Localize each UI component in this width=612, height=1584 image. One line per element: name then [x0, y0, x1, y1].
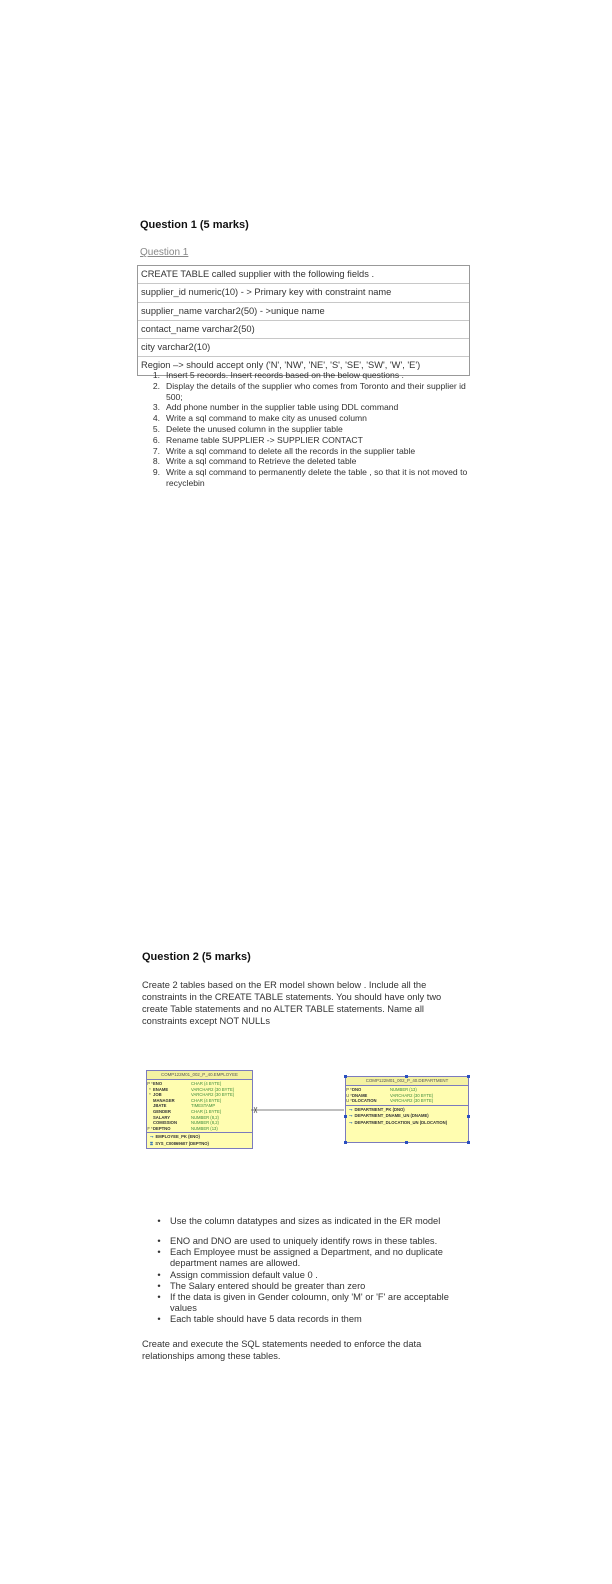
selection-handle[interactable] — [344, 1115, 347, 1118]
entity-title: COMP122M01_002_P_40.EMPLOYEE — [147, 1071, 252, 1080]
step-number: 1. — [152, 370, 160, 380]
box-row: supplier_id numeric(10) - > Primary key with constraint name — [138, 284, 469, 302]
entity-column: F * DEPTNO NUMBER (13) — [147, 1125, 218, 1131]
step-item — [138, 446, 472, 457]
step-number: 3. — [152, 402, 160, 413]
key-item: ⊸ DEPARTMENT_PK (DNO) — [349, 1106, 405, 1112]
step-text: Display the details of the supplier who comes from Toronto and their supplier id 500; — [166, 380, 466, 402]
box-row: Region –> should accept only ('N', 'NW', 'NE', 'S', 'SE', 'SW', 'W', 'E') — [141, 360, 421, 371]
step-text: Delete the unused column in the supplier table — [166, 423, 343, 434]
question-2-bullets-b — [148, 1236, 470, 1326]
entity-keys — [147, 1133, 252, 1148]
step-text: Insert 5 records. Insert records based on the below questions . — [166, 370, 404, 380]
step-text: Write a sql command to make city as unused column — [166, 413, 367, 424]
step-item — [138, 456, 472, 467]
selection-handle[interactable] — [405, 1075, 408, 1078]
entity-column: SALARY NUMBER (8,2) — [153, 1114, 219, 1120]
bullet-item: • Assign commission default value 0 . — [148, 1270, 470, 1281]
entity-column: GENDER CHAR (1 BYTE) — [153, 1108, 222, 1114]
question-2-bullets-a — [148, 1216, 470, 1227]
bullet-item: • The Salary entered should be greater than zero — [148, 1281, 470, 1292]
entity-column: COMISSION NUMBER (8,2) — [153, 1120, 219, 1126]
selection-handle[interactable] — [344, 1141, 347, 1144]
step-text: Add phone number in the supplier table using DDL command — [166, 402, 399, 413]
foreign-key-icon: ⚿ — [150, 1140, 154, 1146]
step-number: 4. — [152, 413, 160, 424]
step-number: 2. — [152, 380, 160, 391]
step-item — [138, 413, 472, 424]
box-row: CREATE TABLE called supplier with the following fields . — [138, 266, 469, 284]
step-text: Write a sql command to delete all the records in the supplier table — [166, 445, 416, 456]
selection-handle[interactable] — [467, 1075, 470, 1078]
bullet-item: • Each Employee must be assigned a Department, and no duplicate department names are allowed. — [148, 1247, 470, 1269]
entity-column: P * DNO NUMBER (13) — [346, 1087, 417, 1092]
key-item: ⚿ SYS_C00869607 (DEPTNO) — [150, 1140, 209, 1146]
entity-keys — [346, 1106, 468, 1142]
unique-key-icon: ⊸ — [349, 1113, 353, 1119]
bullet-icon: • — [157, 1269, 161, 1280]
selection-handle[interactable] — [405, 1141, 408, 1144]
unique-key-icon: ⊸ — [349, 1119, 353, 1125]
box-row: supplier_name varchar2(50) - >unique name — [138, 303, 469, 321]
entity-title: COMP122M01_002_P_40.DEPARTMENT — [346, 1077, 468, 1086]
step-item — [138, 435, 472, 446]
step-text: Rename table SUPPLIER -> SUPPLIER CONTACT — [166, 434, 363, 445]
box-row: contact_name varchar2(50) — [138, 321, 469, 339]
step-item — [138, 370, 472, 381]
step-item — [138, 402, 472, 413]
question-2-title: Question 2 (5 marks) — [142, 951, 251, 963]
step-item — [138, 381, 472, 403]
bullet-icon: • — [157, 1216, 161, 1226]
step-number: 7. — [152, 445, 160, 456]
key-item: ⊸ DEPARTMENT_DLOCATION_UN (DLOCATION) — [349, 1119, 448, 1125]
bullet-icon: • — [157, 1314, 161, 1325]
entity-column: U * DLOCATION VARCHAR2 (30 BYTE) — [346, 1098, 434, 1104]
department-entity — [345, 1076, 469, 1143]
bullet-item: • ENO and DNO are used to uniquely identify rows in these tables. — [148, 1236, 470, 1247]
question-1-steps — [138, 370, 472, 489]
employee-entity — [146, 1070, 253, 1149]
key-item: ⊸ EMPLOYEE_PK (ENO) — [150, 1134, 200, 1140]
selection-handle[interactable] — [344, 1075, 347, 1078]
question-2-intro: Create 2 tables based on the ER model shown below . Include all the constraints in the CREATE TABLE statements. You should have only two create Table statements and no ALTER TABLE statements. Name all constraints except NOT NULLs — [142, 980, 442, 1026]
entity-columns — [147, 1080, 252, 1133]
question-2-closing: Create and execute the SQL statements needed to enforce the data relationships among these tables. — [142, 1339, 422, 1361]
step-text: Write a sql command to Retrieve the deleted table — [166, 456, 357, 467]
entity-column: MANAGER CHAR (4 BYTE) — [153, 1097, 222, 1103]
entity-column: U * DNAME VARCHAR2 (30 BYTE) — [346, 1092, 434, 1098]
bullet-icon: • — [157, 1236, 161, 1246]
relationship-line — [251, 1105, 345, 1115]
step-number: 5. — [152, 423, 160, 434]
step-item — [138, 467, 472, 489]
step-number: 9. — [152, 467, 160, 478]
question-1-subheading: Question 1 — [140, 247, 189, 258]
box-row: city varchar2(10) — [138, 339, 469, 357]
key-item: ⊸ DEPARTMENT_DNAME_UN (DNAME) — [349, 1113, 429, 1119]
entity-column: * ENAME VARCHAR2 (30 BYTE) — [149, 1086, 235, 1092]
bullet-icon: • — [157, 1292, 161, 1303]
step-number: 8. — [152, 456, 160, 467]
step-item — [138, 424, 472, 435]
entity-columns — [346, 1086, 468, 1106]
question-1-requirements-box — [137, 265, 470, 376]
entity-column: JBATE TIMESTAMP — [153, 1103, 216, 1109]
key-icon: ⊸ — [349, 1106, 353, 1112]
entity-column: * JOB VARCHAR2 (30 BYTE) — [149, 1092, 235, 1098]
bullet-icon: • — [157, 1280, 161, 1291]
selection-handle[interactable] — [467, 1141, 470, 1144]
er-diagram — [140, 1065, 480, 1165]
step-text: Write a sql command to permanently delete the table , so that it is not moved to recyclebin — [166, 467, 468, 488]
question-1-title: Question 1 (5 marks) — [140, 219, 249, 231]
selection-handle[interactable] — [467, 1115, 470, 1118]
key-icon: ⊸ — [150, 1134, 154, 1140]
bullet-item: • Use the column datatypes and sizes as indicated in the ER model — [148, 1216, 470, 1227]
bullet-item: • Each table should have 5 data records in them — [148, 1314, 470, 1325]
entity-column: P * ENO CHAR (4 BYTE) — [147, 1081, 222, 1086]
bullet-item: • If the data is given in Gender coloumn, only 'M' or 'F' are acceptable values — [148, 1292, 470, 1314]
bullet-icon: • — [157, 1247, 161, 1258]
step-number: 6. — [152, 434, 160, 445]
